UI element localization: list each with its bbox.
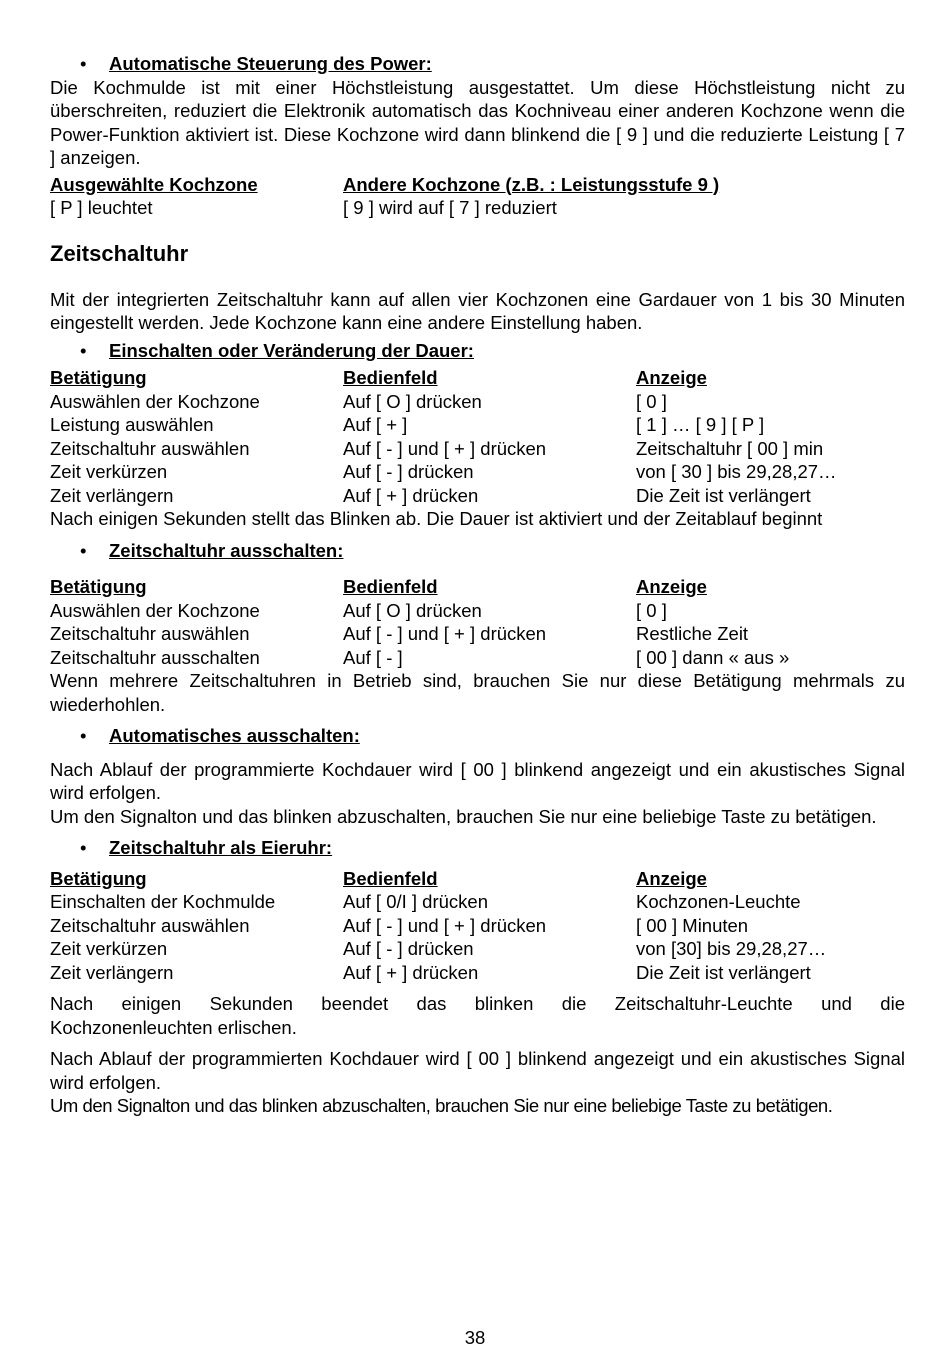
table-row — [50, 390, 905, 414]
table-cell: Zeit verlängern — [50, 484, 174, 506]
egg-header-display: Anzeige — [636, 867, 707, 889]
off-header-action: Betätigung — [50, 576, 147, 597]
table-cell: Zeitschaltuhr ausschalten — [50, 646, 260, 668]
power-paragraph: Die Kochmulde ist mit einer Höchstleistung ausgestattet. Um diese Höchstleistung nicht zu überschreiten, reduziert die Elektronik automatisch das Kochniveau einer anderen Kochzone wenn die Power-Funktion aktiviert ist. Diese Kochzone wird dann blinkend die [ 9 ] und die reduzierte Leistung [ 7 ] anzeigen. — [50, 76, 905, 168]
auto-section-title: • Automatisches ausschalten: — [50, 724, 905, 748]
set-header-display: Anzeige — [636, 367, 707, 388]
table-cell: Auf [ - ] drücken — [343, 461, 474, 482]
off-section-title: • Zeitschaltuhr ausschalten: — [50, 539, 905, 563]
set-header-panel: Bedienfeld — [343, 367, 438, 388]
table-cell: Auf [ + ] drücken — [343, 961, 479, 983]
table-cell: Die Zeit ist verlängert — [636, 484, 811, 506]
off-note: Wenn mehrere Zeitschaltuhren in Betrieb sind, brauchen Sie nur diese Betätigung mehrmals zu wiederhohlen. — [50, 670, 905, 715]
table-cell: Auf [ 0/I ] drücken — [343, 891, 488, 912]
table-cell: Auf [ + ] drücken — [343, 484, 479, 506]
table-cell: Zeitschaltuhr auswählen — [50, 437, 250, 459]
egg-header-panel: Bedienfeld — [343, 867, 438, 889]
table-row — [50, 961, 905, 985]
off-header-panel: Bedienfeld — [343, 576, 438, 597]
table-cell: Die Zeit ist verlängert — [636, 961, 811, 983]
egg-paragraph-1 — [50, 992, 905, 1039]
timer-heading: Zeitschaltuhr — [50, 240, 189, 266]
power-header-other: Andere Kochzone (z.B. : Leistungsstufe 9 ) — [343, 173, 720, 195]
document-page — [50, 50, 905, 1118]
table-cell: Einschalten der Kochmulde — [50, 891, 276, 912]
table-cell: Auf [ - ] drücken — [343, 938, 474, 959]
egg-header-action: Betätigung — [50, 867, 147, 889]
table-cell: [ 00 ] Minuten — [636, 914, 749, 936]
table-cell: Kochzonen-Leuchte — [636, 891, 801, 912]
egg-paragraph-3: Um den Signalton und das blinken abzuschalten, brauchen Sie nur eine beliebige Taste zu betätigen. — [50, 1095, 833, 1116]
table-row — [50, 413, 905, 437]
egg-paragraph-1-line-2: Kochzonenleuchten erlischen. — [50, 1016, 297, 1038]
set-table — [50, 390, 905, 508]
egg-paragraph-1-line-1: Nach einigen Sekunden beendet das blinken die Zeitschaltuhr-Leuchte und die — [50, 993, 905, 1014]
table-row — [50, 646, 905, 670]
power-row-selected: [ P ] leuchtet — [50, 197, 153, 218]
table-cell: Auf [ O ] drücken — [343, 390, 482, 412]
egg-table — [50, 890, 905, 984]
table-cell: Zeitschaltuhr auswählen — [50, 914, 250, 936]
egg-section-title: • Zeitschaltuhr als Eieruhr: — [50, 836, 905, 860]
table-cell: Auswählen der Kochzone — [50, 390, 260, 412]
table-cell: [ 0 ] — [636, 390, 667, 412]
set-section-title: • Einschalten oder Veränderung der Dauer: — [50, 339, 905, 363]
table-row — [50, 484, 905, 508]
table-cell: von [ 30 ] bis 29,28,27… — [636, 461, 837, 482]
table-row — [50, 914, 905, 938]
auto-paragraph-2: Um den Signalton und das blinken abzuschalten, brauchen Sie nur eine beliebige Taste zu betätigen. — [50, 805, 877, 827]
egg-paragraph-2: Nach Ablauf der programmierten Kochdauer wird [ 00 ] blinkend angezeigt und ein akustisches Signal wird erfolgen. — [50, 1048, 905, 1093]
off-table — [50, 599, 905, 670]
table-cell: Restliche Zeit — [636, 623, 749, 644]
table-row — [50, 599, 905, 623]
page-number: 38 — [464, 1327, 486, 1348]
table-cell: von [30] bis 29,28,27… — [636, 938, 827, 959]
table-cell: Auswählen der Kochzone — [50, 599, 260, 621]
table-cell: Zeitschaltuhr auswählen — [50, 623, 250, 644]
table-cell: Zeit verlängern — [50, 961, 174, 983]
set-note: Nach einigen Sekunden stellt das Blinken ab. Die Dauer ist aktiviert und der Zeitablauf beginnt — [50, 508, 823, 529]
power-table-header — [50, 173, 905, 197]
table-cell: [ 00 ] dann « aus » — [636, 646, 790, 668]
auto-paragraph-1: Nach Ablauf der programmierte Kochdauer wird [ 00 ] blinkend angezeigt und ein akustisches Signal wird erfolgen. — [50, 758, 905, 803]
table-cell: Auf [ - ] — [343, 646, 403, 668]
table-row — [50, 890, 905, 914]
set-header-action: Betätigung — [50, 367, 147, 388]
table-cell: [ 1 ] … [ 9 ] [ P ] — [636, 414, 765, 435]
table-row — [50, 937, 905, 961]
power-section-title: • Automatische Steuerung des Power: — [50, 52, 905, 76]
off-header-display: Anzeige — [636, 576, 707, 597]
power-header-selected: Ausgewählte Kochzone — [50, 173, 258, 195]
egg-table-header — [50, 867, 905, 891]
off-table-header — [50, 575, 905, 599]
table-row — [50, 622, 905, 646]
table-cell: Leistung auswählen — [50, 414, 214, 435]
table-cell: Zeitschaltuhr [ 00 ] min — [636, 437, 824, 459]
table-cell: Zeit verkürzen — [50, 461, 168, 482]
power-table-row — [50, 196, 905, 220]
timer-intro: Mit der integrierten Zeitschaltuhr kann auf allen vier Kochzonen eine Gardauer von 1 bis 30 Minuten eingestellt werden. Jede Kochzone kann eine andere Einstellung haben. — [50, 288, 905, 333]
table-cell: Auf [ - ] und [ + ] drücken — [343, 623, 547, 644]
table-row — [50, 460, 905, 484]
table-cell: Auf [ - ] und [ + ] drücken — [343, 914, 547, 936]
set-table-header — [50, 366, 905, 390]
power-row-other: [ 9 ] wird auf [ 7 ] reduziert — [343, 197, 557, 218]
table-cell: Auf [ + ] — [343, 414, 408, 435]
table-cell: Auf [ O ] drücken — [343, 599, 482, 621]
table-cell: [ 0 ] — [636, 599, 667, 621]
table-cell: Auf [ - ] und [ + ] drücken — [343, 437, 547, 459]
table-cell: Zeit verkürzen — [50, 938, 168, 959]
table-row — [50, 437, 905, 461]
